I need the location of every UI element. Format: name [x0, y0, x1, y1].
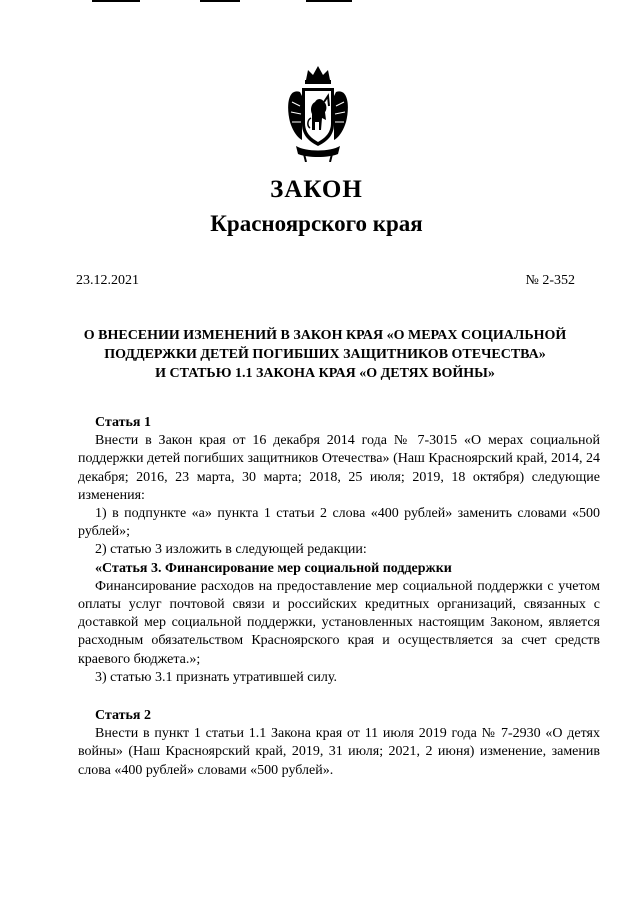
law-body: [78, 414, 600, 780]
article-1-item-3: 3) статью 3.1 признать утратившей силу.: [95, 669, 337, 685]
coat-of-arms-icon: [284, 62, 352, 162]
document-type-title: ЗАКОН: [270, 176, 363, 203]
law-heading: [60, 326, 590, 383]
heading-line: И СТАТЬЮ 1.1 ЗАКОНА КРАЯ «О ДЕТЯХ ВОЙНЫ»: [155, 366, 495, 381]
article-3-quoted-title: «Статья 3. Финансирование мер социальной поддержки: [95, 560, 452, 576]
law-date: 23.12.2021: [76, 273, 139, 288]
heading-line: О ВНЕСЕНИИ ИЗМЕНЕНИЙ В ЗАКОН КРАЯ «О МЕРАХ СОЦИАЛЬНОЙ: [83, 328, 567, 343]
article-2-text: Внести в пункт 1 статьи 1.1 Закона края от 11 июля 2019 года № 7-2930 «О детях войны» (Наш Красноярский край, 2019, 31 июля; 2021, 2 июня) изменение, заменив слова «400 рублей» словами «500 рублей».: [78, 726, 600, 778]
scan-artifact: [200, 0, 240, 2]
scan-artifact: [306, 0, 352, 2]
heading-line: ПОДДЕРЖКИ ДЕТЕЙ ПОГИБШИХ ЗАЩИТНИКОВ ОТЕЧЕСТВА»: [104, 347, 546, 362]
article-1-item-1: 1) в подпункте «а» пункта 1 статьи 2 слова «400 рублей» заменить словами «500 рублей»;: [78, 506, 600, 540]
article-1-title: Статья 1: [95, 415, 151, 430]
section-spacer: [78, 687, 600, 707]
issuing-region-title: Красноярского края: [210, 211, 423, 236]
article-1-intro: Внести в Закон края от 16 декабря 2014 года № 7-3015 «О мерах социальной поддержки детей погибших защитников Отечества» (Наш Красноярский край, 2014, 24 декабря; 2016, 23 марта, 30 марта; 2018, 25 июля; 2019, 18 октября) следующие изменения:: [78, 433, 600, 503]
law-number: № 2-352: [525, 273, 575, 288]
scan-artifact: [92, 0, 140, 2]
article-1-item-2: 2) статью 3 изложить в следующей редакции:: [95, 542, 367, 558]
article-3-quoted-text: Финансирование расходов на предоставление мер социальной поддержки с учетом оплаты услуг почтовой связи и российских кредитных организаций, связанных с доставкой мер социальной поддержки, установленных настоящим Законом, является расходным обязательством Красноярского края и осуществляется за счет средств краевого бюджета.»;: [78, 578, 600, 667]
article-2-title: Статья 2: [95, 708, 151, 724]
